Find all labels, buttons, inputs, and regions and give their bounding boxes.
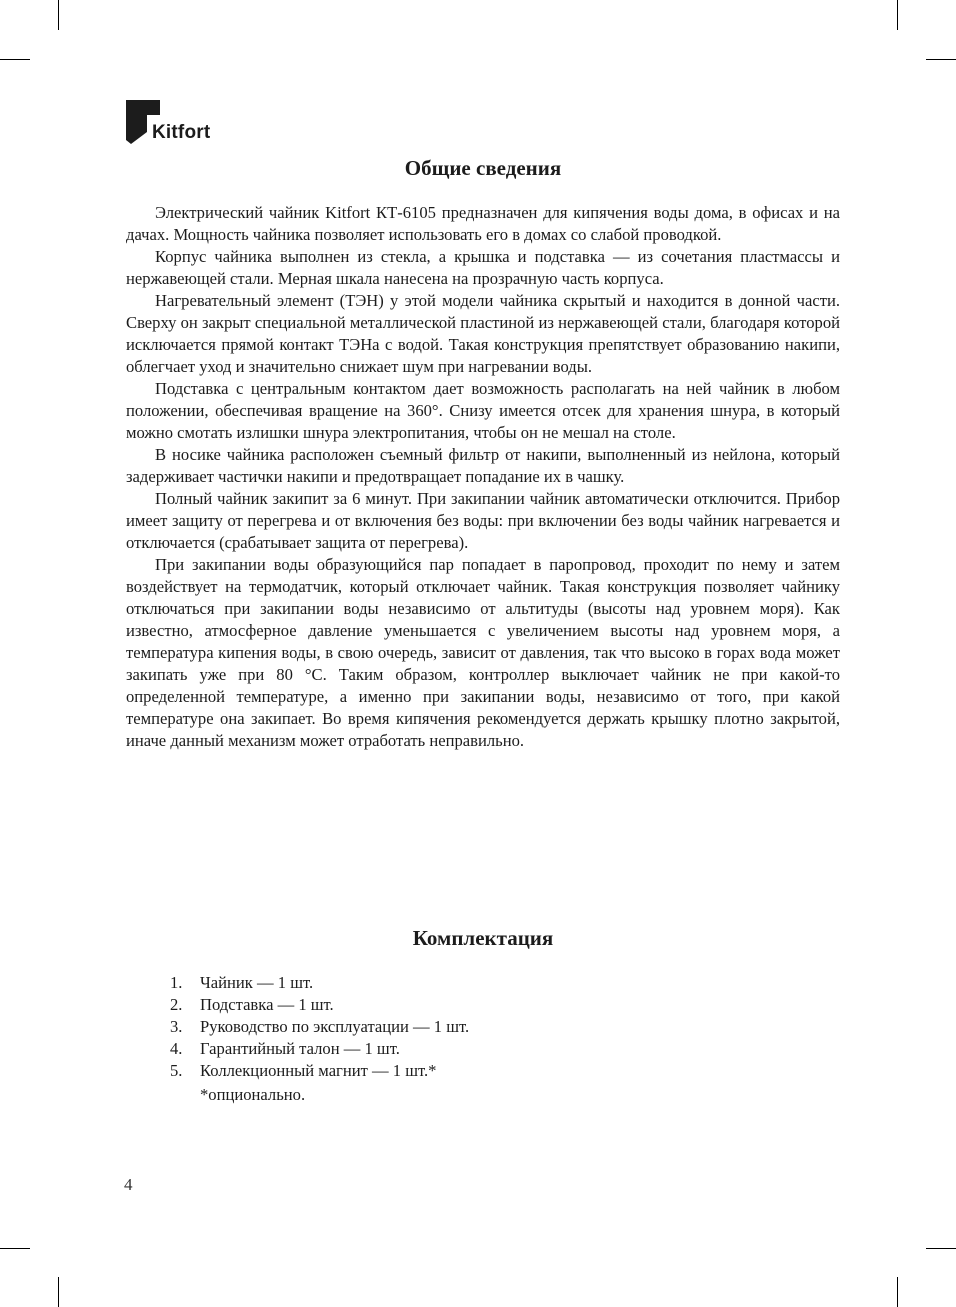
list-item (170, 994, 670, 1016)
list-item-number: 4. (170, 1039, 183, 1058)
kit-footnote: *опционально. (200, 1085, 306, 1104)
list-item (170, 1038, 670, 1060)
list-item-text: Гарантийный талон — 1 шт. (200, 1039, 400, 1058)
list-item-text: Подставка — 1 шт. (200, 995, 334, 1014)
crop-mark-bottom-left-h (0, 1248, 30, 1249)
paragraph: Электрический чайник Kitfort КТ-6105 предназначен для кипячения воды дома, в офисах и на дачах. Мощность чайника позволяет использовать его в домах со слабой проводкой. (126, 203, 840, 244)
list-item-number: 1. (170, 973, 183, 992)
list-item-text: Коллекционный магнит — 1 шт.* (200, 1061, 437, 1080)
crop-mark-bottom-right-v (897, 1277, 898, 1307)
crop-mark-top-right-h (926, 59, 956, 60)
list-item-text: Руководство по эксплуатации — 1 шт. (200, 1017, 470, 1036)
list-item (170, 972, 670, 994)
crop-mark-top-left-h (0, 59, 30, 60)
list-item-text: Чайник — 1 шт. (200, 973, 314, 992)
paragraph: Полный чайник закипит за 6 минут. При закипании чайник автоматически отключится. Прибор имеет защиту от перегрева и от включения без воды: при включении без воды чайник нагревается и отключается (срабатывает защита от перегрева). (126, 489, 840, 552)
paragraph: При закипании воды образующийся пар попадает в паропровод, проходит по нему и затем воздействует на термодатчик, который отключает чайник. Такая конструкция позволяет чайнику отключаться при закипании воды независимо от альтитуды (высоты над уровнем моря). Как известно, атмосферное давление уменьшается с увеличением высоты над уровнем моря, а температура кипения воды, в свою очередь, зависит от давления, так что высоко в горах вода может закипать уже при 80 °С. Таким образом, контроллер выключает чайник не при какой-то определенной температуре, а именно при закипании воды, независимо от того, при какой температуре она закипает. Во время кипячения рекомендуется держать крышку плотно закрытой, иначе данный механизм может отработать неправильно. (126, 555, 840, 750)
brand-name: Kitfort (152, 122, 211, 143)
list-item (170, 1060, 670, 1082)
list-item-number: 2. (170, 995, 183, 1014)
paragraph: Подставка с центральным контактом дает возможность располагать на ней чайник в любом положении, обеспечивая вращение на 360°. Снизу имеется отсек для хранения шнура, в который можно смотать излишки шнура электропитания, чтобы он не мешал на столе. (126, 379, 840, 442)
crop-mark-top-right-v (897, 0, 898, 30)
crop-mark-top-left-v (58, 0, 59, 30)
kit-list (170, 972, 670, 1082)
paragraph: Корпус чайника выполнен из стекла, а крышка и подставка — из сочетания пластмассы и нержавеющей стали. Мерная шкала нанесена на прозрачную часть корпуса. (126, 247, 840, 288)
crop-mark-bottom-right-h (926, 1248, 956, 1249)
paragraph: Нагревательный элемент (ТЭН) у этой модели чайника скрытый и находится в донной части. Сверху он закрыт специальной металлической пластиной из нержавеющей стали, благодаря которой исключается прямой контакт ТЭНа с водой. Такая конструкция препятствует образованию накипи, облегчает уход и значительно снижает шум при нагревании воды. (126, 291, 840, 376)
section-title-kit: Комплектация (412, 926, 554, 950)
brand-logo (126, 100, 226, 146)
list-item (170, 1016, 670, 1038)
list-item-number: 5. (170, 1061, 183, 1080)
page-number: 4 (124, 1175, 133, 1194)
section-title-general: Общие сведения (404, 156, 562, 180)
list-item-number: 3. (170, 1017, 183, 1036)
general-body (126, 202, 840, 752)
paragraph: В носике чайника расположен съемный фильтр от накипи, выполненный из нейлона, который задерживает частички накипи и предотвращает попадание их в чашку. (126, 445, 840, 486)
crop-mark-bottom-left-v (58, 1277, 59, 1307)
